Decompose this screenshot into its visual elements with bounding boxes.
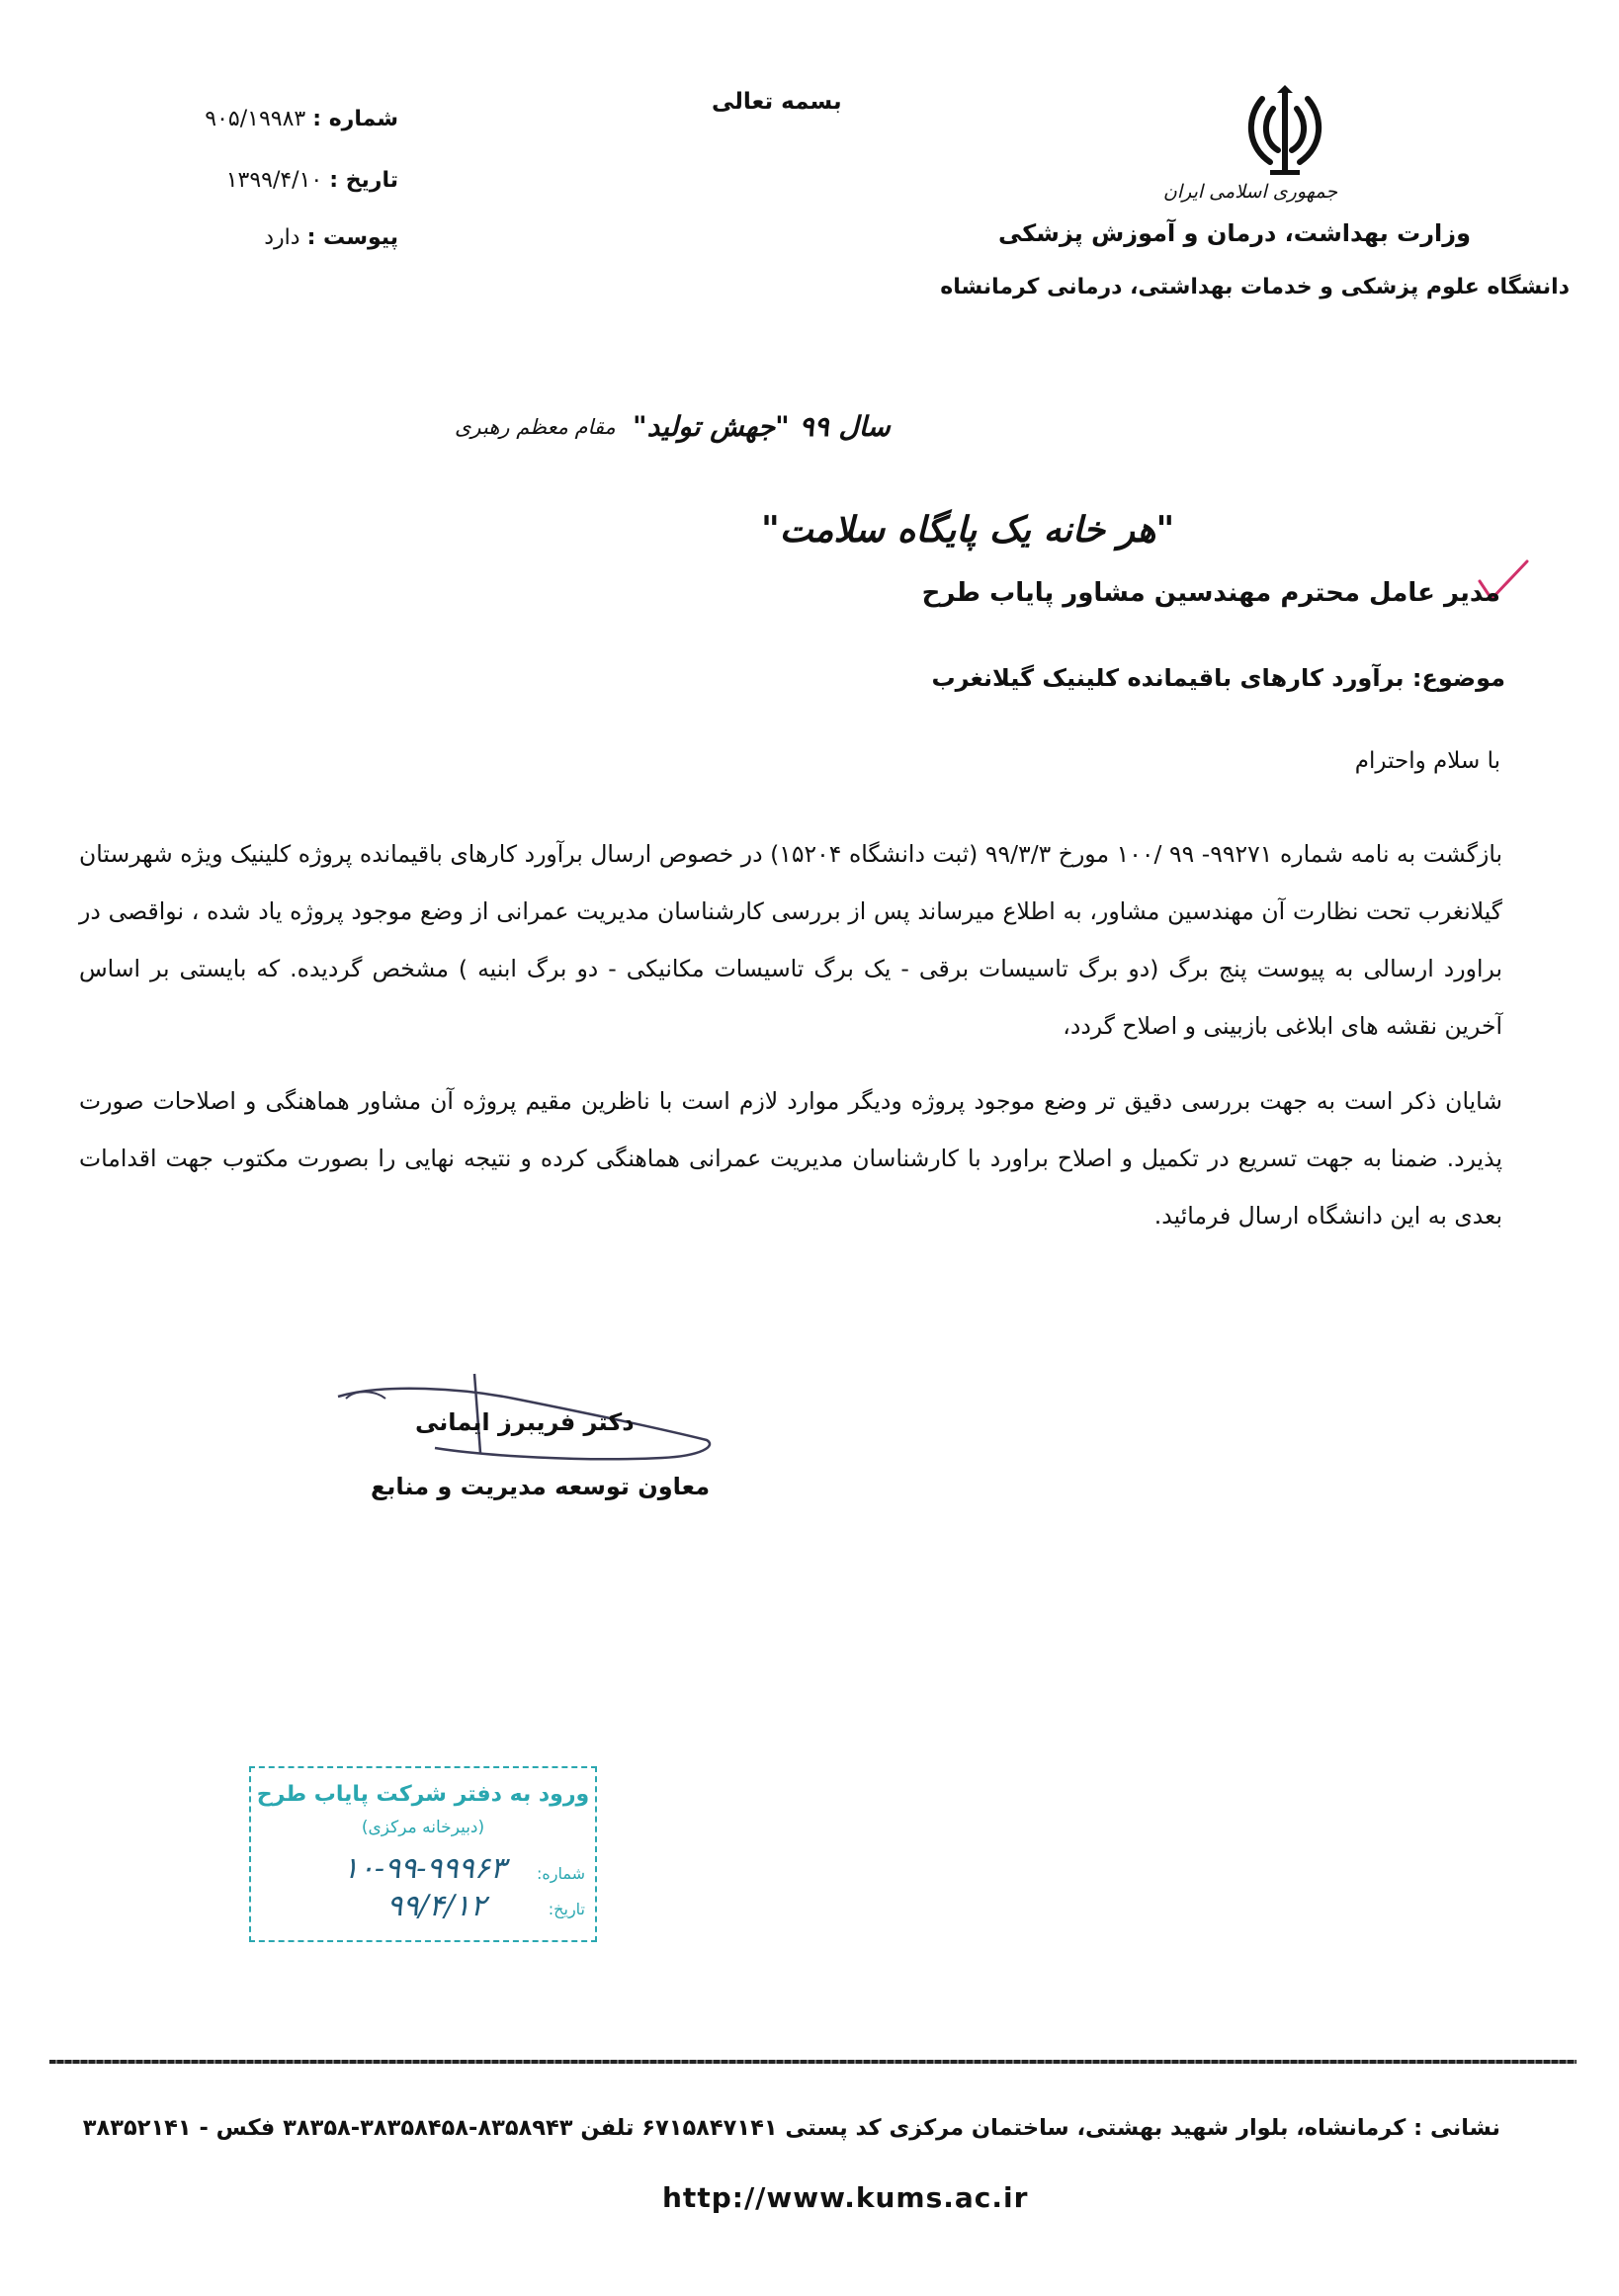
letter-number xyxy=(141,107,398,131)
letter-attachment-label: پیوست : xyxy=(306,225,398,250)
body-paragraph-1 xyxy=(79,825,1502,1055)
subject: موضوع: برآورد کارهای باقیمانده کلینیک گیلانغرب xyxy=(931,664,1505,692)
letter-number-value: ۹۰۵/۱۹۹۸۳ xyxy=(205,107,306,131)
stamp-number-value: ۱۰-۹۹-۹۹۹۶۳ xyxy=(342,1851,506,1886)
paragraph-text: شایان ذکر است به جهت بررسی دقیق تر وضع موجود پروژه ودیگر موارد لازم است با ناظرین مقیم پروژه آن مشاور هماهنگی و اصلاحات صورت پذیرد. ضمنا به جهت تسریع در تکمیل و اصلاح براورد با کارشناسان مدیریت عمرانی هماهنگی کرده و نتیجه نهایی را بصورت مکتوب جهت اقدامات بعدی به این دانشگاه ارسال فرمائید. xyxy=(79,1087,1502,1230)
bismillah: بسمه تعالی xyxy=(712,89,842,115)
year-slogan: سال ۹۹ "جهش تولید" xyxy=(633,410,891,443)
website-link[interactable]: http://www.kums.ac.ir xyxy=(662,2181,1029,2214)
university-name: دانشگاه علوم پزشکی و خدمات بهداشتی، درمانی کرمانشاه xyxy=(940,275,1570,299)
signatory-title: معاون توسعه مدیریت و منابع xyxy=(371,1473,711,1500)
recipient: مدیر عامل محترم مهندسین مشاور پایاب طرح xyxy=(921,578,1500,608)
footer-address: نشانی : کرمانشاه، بلوار شهید بهشتی، ساختمان مرکزی کد پستی ۶۷۱۵۸۴۷۱۴۱ تلفن ۸۳۵۸۹۴۳-۳۸۳۵۸۴۵۸-۳۸۳۵۸ فکس - ۳۸۳۵۲۱۴۱ xyxy=(82,2115,1500,2141)
stamp-title: ورود به دفتر شرکت پایاب طرح xyxy=(256,1782,590,1807)
receipt-stamp xyxy=(249,1766,597,1942)
letter-date-label: تاریخ : xyxy=(329,168,398,193)
ministry-name: وزارت بهداشت، درمان و آموزش پزشکی xyxy=(998,219,1471,247)
iran-emblem-icon xyxy=(1240,85,1329,184)
health-slogan: "هر خانه یک پایگاه سلامت" xyxy=(761,509,1175,551)
footer-divider xyxy=(49,2060,1576,2064)
greeting: با سلام واحترام xyxy=(1354,748,1500,774)
paragraph-text: بازگشت به نامه شماره ۹۹۲۷۱- ۹۹ /۱۰۰ مورخ ۹۹/۳/۳ (ثبت دانشگاه ۱۵۲۰۴) در خصوص ارسال برآورد کارهای باقیمانده پروژه کلینیک ویژه شهرستان گیلانغرب تحت نظارت آن مهندسین مشاور، به اطلاع میرساند پس از بررسی کارشناسان مدیریت عمرانی از وضع موجود پروژه یاد شده ، نواقصی در براورد ارسالی به پیوست پنج برگ (دو برگ تاسیسات برقی - یک برگ تاسیسات مکانیکی - دو برگ ابنیه ) مشخص گردیده. که بایستی بر اساس آخرین نقشه های ابلاغی بازبینی و اصلاح گردد، xyxy=(79,840,1503,1040)
year-slogan-by: مقام معظم رهبری xyxy=(455,415,616,439)
stamp-date-value: ۹۹/۴/۱۲ xyxy=(386,1889,486,1923)
republic-text: جمهوری اسلامی ایران xyxy=(1162,181,1338,203)
body-paragraph-2 xyxy=(79,1072,1502,1244)
letter-date-value: ۱۳۹۹/۴/۱۰ xyxy=(225,168,323,193)
stamp-date-label: تاریخ: xyxy=(548,1900,585,1918)
stamp-number-label: شماره: xyxy=(536,1864,585,1883)
stamp-subtitle: (دبیرخانه مرکزی) xyxy=(361,1818,485,1837)
letter-attachment xyxy=(141,225,398,250)
letter-date xyxy=(141,168,398,193)
letter-attachment-value: دارد xyxy=(264,225,300,250)
signatory-name: دکتر فریبرز ایمانی xyxy=(415,1408,635,1436)
letter-number-label: شماره : xyxy=(312,107,398,131)
